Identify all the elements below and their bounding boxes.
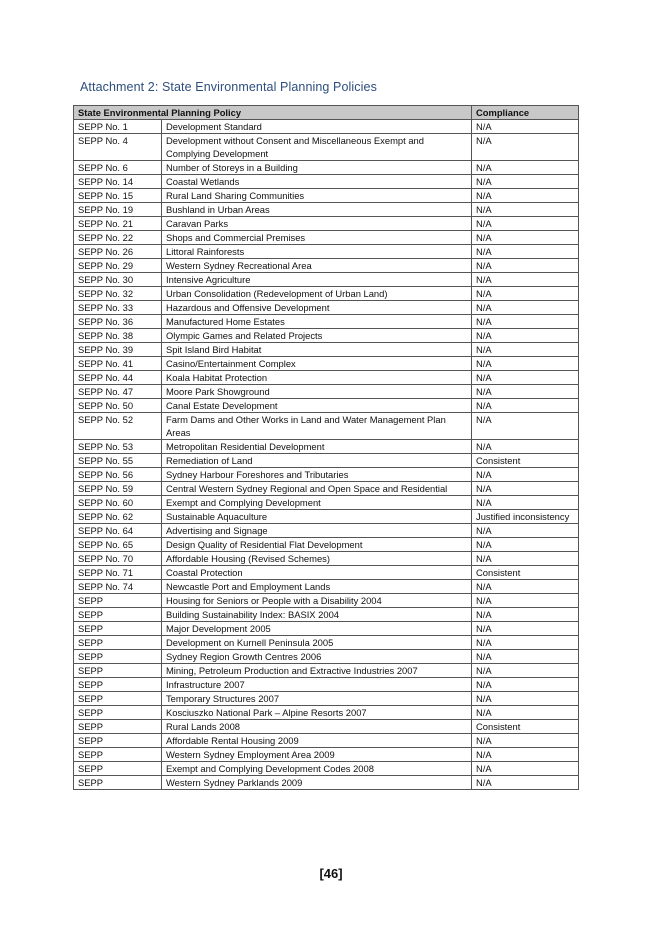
- cell-compliance: N/A: [472, 175, 579, 189]
- cell-compliance: N/A: [472, 357, 579, 371]
- table-row: [74, 594, 579, 608]
- table-row: [74, 385, 579, 399]
- cell-policy-name: Major Development 2005: [162, 622, 472, 636]
- cell-policy-name: Coastal Protection: [162, 566, 472, 580]
- cell-policy-id: SEPP No. 32: [74, 287, 162, 301]
- table-row: [74, 510, 579, 524]
- cell-policy-id: SEPP No. 47: [74, 385, 162, 399]
- cell-compliance: Consistent: [472, 566, 579, 580]
- cell-policy-id: SEPP: [74, 692, 162, 706]
- cell-policy-id: SEPP: [74, 720, 162, 734]
- header-compliance: Compliance: [472, 106, 579, 120]
- cell-policy-id: SEPP No. 38: [74, 329, 162, 343]
- cell-policy-name: Coastal Wetlands: [162, 175, 472, 189]
- table-row: [74, 301, 579, 315]
- table-row: [74, 175, 579, 189]
- table-row: [74, 399, 579, 413]
- cell-policy-id: SEPP No. 52: [74, 413, 162, 440]
- cell-policy-name: Building Sustainability Index: BASIX 2004: [162, 608, 472, 622]
- table-row: [74, 622, 579, 636]
- table-row: [74, 273, 579, 287]
- table-row: [74, 245, 579, 259]
- cell-compliance: N/A: [472, 231, 579, 245]
- cell-policy-id: SEPP No. 15: [74, 189, 162, 203]
- cell-compliance: N/A: [472, 496, 579, 510]
- cell-policy-name: Western Sydney Employment Area 2009: [162, 748, 472, 762]
- cell-compliance: N/A: [472, 468, 579, 482]
- cell-policy-id: SEPP No. 41: [74, 357, 162, 371]
- cell-policy-name: Western Sydney Recreational Area: [162, 259, 472, 273]
- table-row: [74, 357, 579, 371]
- cell-policy-id: SEPP: [74, 762, 162, 776]
- cell-compliance: N/A: [472, 161, 579, 175]
- table-row: [74, 664, 579, 678]
- cell-compliance: N/A: [472, 664, 579, 678]
- cell-policy-name: Urban Consolidation (Redevelopment of Urban Land): [162, 287, 472, 301]
- table-row: [74, 161, 579, 175]
- cell-policy-id: SEPP No. 30: [74, 273, 162, 287]
- cell-policy-name: Olympic Games and Related Projects: [162, 329, 472, 343]
- cell-policy-name: Exempt and Complying Development: [162, 496, 472, 510]
- cell-compliance: N/A: [472, 134, 579, 161]
- cell-compliance: Justified inconsistency: [472, 510, 579, 524]
- cell-policy-id: SEPP No. 14: [74, 175, 162, 189]
- cell-policy-name: Bushland in Urban Areas: [162, 203, 472, 217]
- table-row: [74, 552, 579, 566]
- table-row: [74, 440, 579, 454]
- table-row: [74, 538, 579, 552]
- cell-compliance: N/A: [472, 692, 579, 706]
- cell-policy-name: Advertising and Signage: [162, 524, 472, 538]
- cell-compliance: N/A: [472, 594, 579, 608]
- table-row: [74, 776, 579, 790]
- table-row: [74, 189, 579, 203]
- table-row: [74, 329, 579, 343]
- cell-policy-name: Caravan Parks: [162, 217, 472, 231]
- cell-policy-id: SEPP No. 50: [74, 399, 162, 413]
- table-row: [74, 608, 579, 622]
- cell-policy-name: Affordable Rental Housing 2009: [162, 734, 472, 748]
- cell-policy-name: Remediation of Land: [162, 454, 472, 468]
- cell-policy-name: Shops and Commercial Premises: [162, 231, 472, 245]
- cell-policy-name: Design Quality of Residential Flat Development: [162, 538, 472, 552]
- cell-policy-name: Koala Habitat Protection: [162, 371, 472, 385]
- cell-policy-id: SEPP No. 53: [74, 440, 162, 454]
- cell-policy-id: SEPP: [74, 706, 162, 720]
- cell-policy-id: SEPP No. 29: [74, 259, 162, 273]
- cell-policy-id: SEPP No. 74: [74, 580, 162, 594]
- table-row: [74, 287, 579, 301]
- cell-policy-id: SEPP No. 60: [74, 496, 162, 510]
- cell-policy-name: Number of Storeys in a Building: [162, 161, 472, 175]
- cell-policy-name: Spit Island Bird Habitat: [162, 343, 472, 357]
- cell-policy-id: SEPP: [74, 636, 162, 650]
- cell-compliance: N/A: [472, 650, 579, 664]
- cell-compliance: N/A: [472, 273, 579, 287]
- cell-policy-id: SEPP: [74, 594, 162, 608]
- page-number: [46]: [319, 866, 343, 881]
- table-row: [74, 231, 579, 245]
- table-row: [74, 748, 579, 762]
- cell-policy-name: Littoral Rainforests: [162, 245, 472, 259]
- cell-policy-id: SEPP No. 39: [74, 343, 162, 357]
- table-row: [74, 217, 579, 231]
- cell-policy-name: Infrastructure 2007: [162, 678, 472, 692]
- cell-policy-name: Moore Park Showground: [162, 385, 472, 399]
- sepp-table: [73, 105, 579, 790]
- table-row: [74, 343, 579, 357]
- attachment-heading: Attachment 2: State Environmental Planning Policies: [80, 80, 377, 94]
- cell-policy-id: SEPP: [74, 622, 162, 636]
- cell-policy-id: SEPP No. 65: [74, 538, 162, 552]
- cell-compliance: N/A: [472, 524, 579, 538]
- cell-policy-name: Central Western Sydney Regional and Open Space and Residential: [162, 482, 472, 496]
- cell-compliance: N/A: [472, 217, 579, 231]
- table-row: [74, 371, 579, 385]
- table-row: [74, 580, 579, 594]
- cell-policy-id: SEPP: [74, 608, 162, 622]
- cell-policy-name: Rural Land Sharing Communities: [162, 189, 472, 203]
- cell-compliance: N/A: [472, 636, 579, 650]
- cell-compliance: N/A: [472, 748, 579, 762]
- cell-policy-name: Metropolitan Residential Development: [162, 440, 472, 454]
- table-header-row: [74, 106, 579, 120]
- cell-compliance: N/A: [472, 678, 579, 692]
- cell-policy-name: Affordable Housing (Revised Schemes): [162, 552, 472, 566]
- cell-compliance: N/A: [472, 203, 579, 217]
- table-row: [74, 734, 579, 748]
- cell-compliance: N/A: [472, 259, 579, 273]
- cell-compliance: N/A: [472, 482, 579, 496]
- cell-compliance: N/A: [472, 287, 579, 301]
- cell-policy-id: SEPP: [74, 678, 162, 692]
- table-row: [74, 454, 579, 468]
- table-row: [74, 120, 579, 134]
- table-row: [74, 524, 579, 538]
- cell-compliance: N/A: [472, 413, 579, 440]
- cell-compliance: N/A: [472, 189, 579, 203]
- cell-compliance: N/A: [472, 776, 579, 790]
- cell-policy-id: SEPP No. 19: [74, 203, 162, 217]
- cell-compliance: N/A: [472, 385, 579, 399]
- cell-policy-id: SEPP: [74, 664, 162, 678]
- cell-policy-id: SEPP No. 55: [74, 454, 162, 468]
- table-row: [74, 413, 579, 440]
- cell-compliance: N/A: [472, 734, 579, 748]
- cell-policy-id: SEPP No. 70: [74, 552, 162, 566]
- table-body: [74, 120, 579, 790]
- table-row: [74, 720, 579, 734]
- cell-policy-id: SEPP: [74, 748, 162, 762]
- cell-compliance: N/A: [472, 538, 579, 552]
- table-row: [74, 496, 579, 510]
- cell-policy-id: SEPP No. 56: [74, 468, 162, 482]
- table-row: [74, 706, 579, 720]
- table-row: [74, 762, 579, 776]
- cell-compliance: N/A: [472, 706, 579, 720]
- cell-policy-name: Canal Estate Development: [162, 399, 472, 413]
- table-row: [74, 259, 579, 273]
- cell-policy-name: Rural Lands 2008: [162, 720, 472, 734]
- cell-policy-name: Manufactured Home Estates: [162, 315, 472, 329]
- cell-policy-name: Housing for Seniors or People with a Disability 2004: [162, 594, 472, 608]
- cell-policy-name: Exempt and Complying Development Codes 2008: [162, 762, 472, 776]
- cell-policy-id: SEPP No. 22: [74, 231, 162, 245]
- cell-policy-id: SEPP No. 6: [74, 161, 162, 175]
- cell-compliance: N/A: [472, 552, 579, 566]
- cell-compliance: N/A: [472, 580, 579, 594]
- cell-policy-name: Casino/Entertainment Complex: [162, 357, 472, 371]
- table-row: [74, 315, 579, 329]
- table-row: [74, 692, 579, 706]
- cell-compliance: N/A: [472, 343, 579, 357]
- table-row: [74, 650, 579, 664]
- cell-policy-id: SEPP No. 33: [74, 301, 162, 315]
- cell-policy-name: Development without Consent and Miscellaneous Exempt and Complying Development: [162, 134, 472, 161]
- cell-policy-name: Sustainable Aquaculture: [162, 510, 472, 524]
- cell-policy-id: SEPP: [74, 734, 162, 748]
- table-row: [74, 468, 579, 482]
- table-row: [74, 636, 579, 650]
- cell-compliance: N/A: [472, 399, 579, 413]
- cell-policy-name: Development Standard: [162, 120, 472, 134]
- cell-policy-id: SEPP No. 36: [74, 315, 162, 329]
- cell-policy-name: Mining, Petroleum Production and Extractive Industries 2007: [162, 664, 472, 678]
- cell-compliance: Consistent: [472, 720, 579, 734]
- cell-policy-id: SEPP No. 1: [74, 120, 162, 134]
- cell-compliance: N/A: [472, 762, 579, 776]
- cell-policy-id: SEPP: [74, 650, 162, 664]
- cell-policy-id: SEPP No. 26: [74, 245, 162, 259]
- cell-policy-name: Kosciuszko National Park – Alpine Resorts 2007: [162, 706, 472, 720]
- cell-policy-id: SEPP No. 71: [74, 566, 162, 580]
- table-row: [74, 134, 579, 161]
- cell-policy-name: Western Sydney Parklands 2009: [162, 776, 472, 790]
- cell-compliance: N/A: [472, 608, 579, 622]
- cell-policy-id: SEPP: [74, 776, 162, 790]
- header-policy: State Environmental Planning Policy: [74, 106, 472, 120]
- table-row: [74, 203, 579, 217]
- cell-policy-name: Newcastle Port and Employment Lands: [162, 580, 472, 594]
- table-row: [74, 566, 579, 580]
- table-row: [74, 678, 579, 692]
- cell-policy-id: SEPP No. 4: [74, 134, 162, 161]
- cell-compliance: N/A: [472, 315, 579, 329]
- cell-policy-id: SEPP No. 62: [74, 510, 162, 524]
- cell-compliance: N/A: [472, 245, 579, 259]
- cell-compliance: N/A: [472, 371, 579, 385]
- cell-policy-name: Temporary Structures 2007: [162, 692, 472, 706]
- cell-policy-id: SEPP No. 21: [74, 217, 162, 231]
- cell-policy-name: Sydney Harbour Foreshores and Tributaries: [162, 468, 472, 482]
- cell-policy-name: Farm Dams and Other Works in Land and Water Management Plan Areas: [162, 413, 472, 440]
- cell-policy-name: Development on Kurnell Peninsula 2005: [162, 636, 472, 650]
- cell-compliance: N/A: [472, 440, 579, 454]
- cell-compliance: N/A: [472, 301, 579, 315]
- cell-policy-id: SEPP No. 64: [74, 524, 162, 538]
- cell-compliance: N/A: [472, 622, 579, 636]
- cell-policy-name: Sydney Region Growth Centres 2006: [162, 650, 472, 664]
- cell-compliance: Consistent: [472, 454, 579, 468]
- cell-policy-id: SEPP No. 44: [74, 371, 162, 385]
- cell-policy-name: Intensive Agriculture: [162, 273, 472, 287]
- table-row: [74, 482, 579, 496]
- cell-policy-id: SEPP No. 59: [74, 482, 162, 496]
- cell-compliance: N/A: [472, 120, 579, 134]
- cell-compliance: N/A: [472, 329, 579, 343]
- cell-policy-name: Hazardous and Offensive Development: [162, 301, 472, 315]
